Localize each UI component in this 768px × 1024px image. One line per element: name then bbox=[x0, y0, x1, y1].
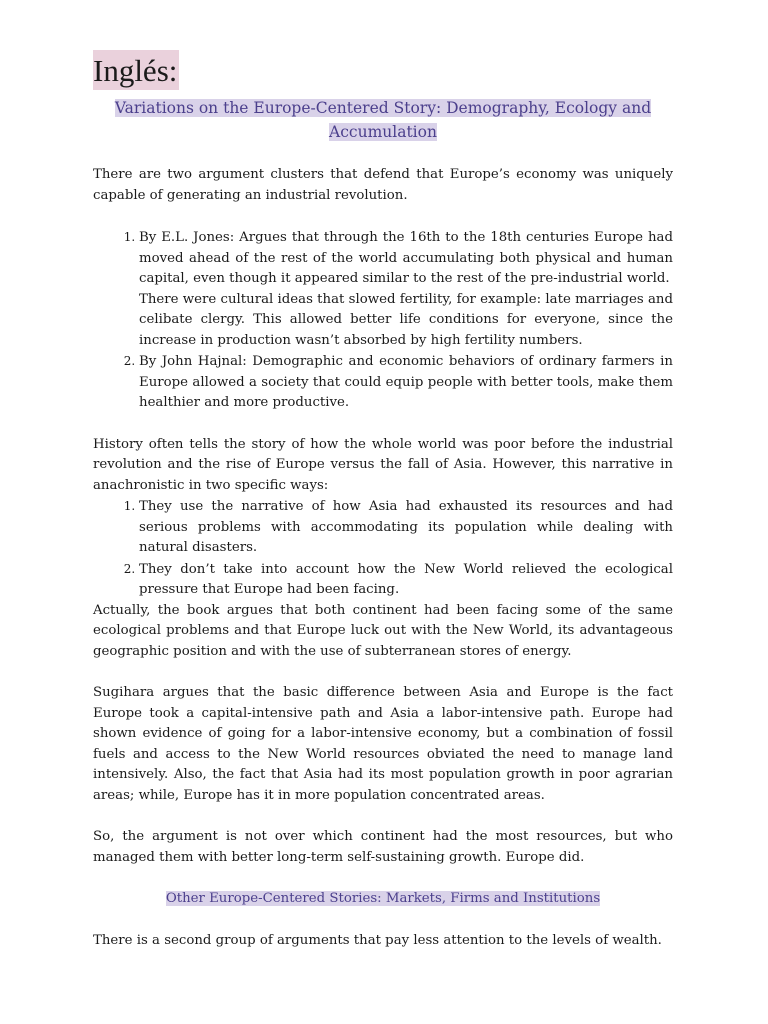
list-item: 2. They don’t take into account how the New World relieved the ecological pressure that Europe had been facing. bbox=[139, 559, 673, 601]
list-item bbox=[139, 351, 673, 414]
intro-paragraph: There are two argument clusters that defend that Europe’s economy was uniquely capable of generating an industrial revolution. bbox=[93, 167, 673, 203]
sugihara-paragraph: Sugihara argues that the basic difference between Asia and Europe is the fact Europe took a capital-intensive path and Asia a labor-intensive path. Europe had shown evidence of going for a labor-intensive economy, but a combination of fossil fuels and access to the New World resources obviated the need to manage land intensively. Also, the fact that Asia had its most population growth in poor agrarian areas; while, Europe has it in more population concentrated areas. bbox=[93, 685, 673, 803]
conclusion-paragraph: So, the argument is not over which continent had the most resources, but who managed them with better long-term self-sustaining growth. Europe did. bbox=[93, 829, 673, 865]
actually-paragraph: Actually, the book argues that both continent had been facing some of the same ecological problems and that Europe luck out with the New World, its advantageous geographic position and with the use of subterranean stores of energy. bbox=[93, 602, 673, 659]
section-heading bbox=[93, 889, 673, 910]
list-item-text: By John Hajnal: Demographic and economic behaviors of ordinary farmers in Europe allowed a society that could equip people with better tools, make them healthier and more productive. bbox=[139, 354, 673, 410]
anachronism-list bbox=[93, 496, 673, 601]
list-item-extra: There were cultural ideas that slowed fertility, for example: late marriages and celibate clergy. This allowed better life conditions for everyone, since the increase in production wasn’t absorbed by high fertility numbers. bbox=[139, 291, 673, 348]
subtitle bbox=[93, 96, 673, 144]
argument-list bbox=[93, 227, 673, 414]
page-title: Inglés: bbox=[93, 50, 179, 90]
list-item-text: By E.L. Jones: Argues that through the 16th to the 18th centuries Europe had moved ahead of the rest of the world accumulating both physical and human capital, even though it appeared similar to the rest of the pre-industrial world. bbox=[139, 230, 673, 286]
subtitle-text: Variations on the Europe-Centered Story: Demography, Ecology and Accumulation bbox=[114, 99, 652, 141]
document-page bbox=[93, 50, 673, 951]
section-intro-paragraph: There is a second group of arguments that pay less attention to the levels of wealth. bbox=[93, 932, 662, 948]
list-item: 1. They use the narrative of how Asia had exhausted its resources and had serious problems with accommodating its population while dealing with natural disasters. bbox=[139, 496, 673, 559]
history-paragraph: History often tells the story of how the whole world was poor before the industrial revolution and the rise of Europe versus the fall of Asia. However, this narrative in anachronistic in two specific ways: bbox=[93, 436, 673, 493]
section-heading-text: Other Europe-Centered Stories: Markets, Firms and Institutions bbox=[165, 891, 601, 906]
list-item bbox=[139, 227, 673, 351]
